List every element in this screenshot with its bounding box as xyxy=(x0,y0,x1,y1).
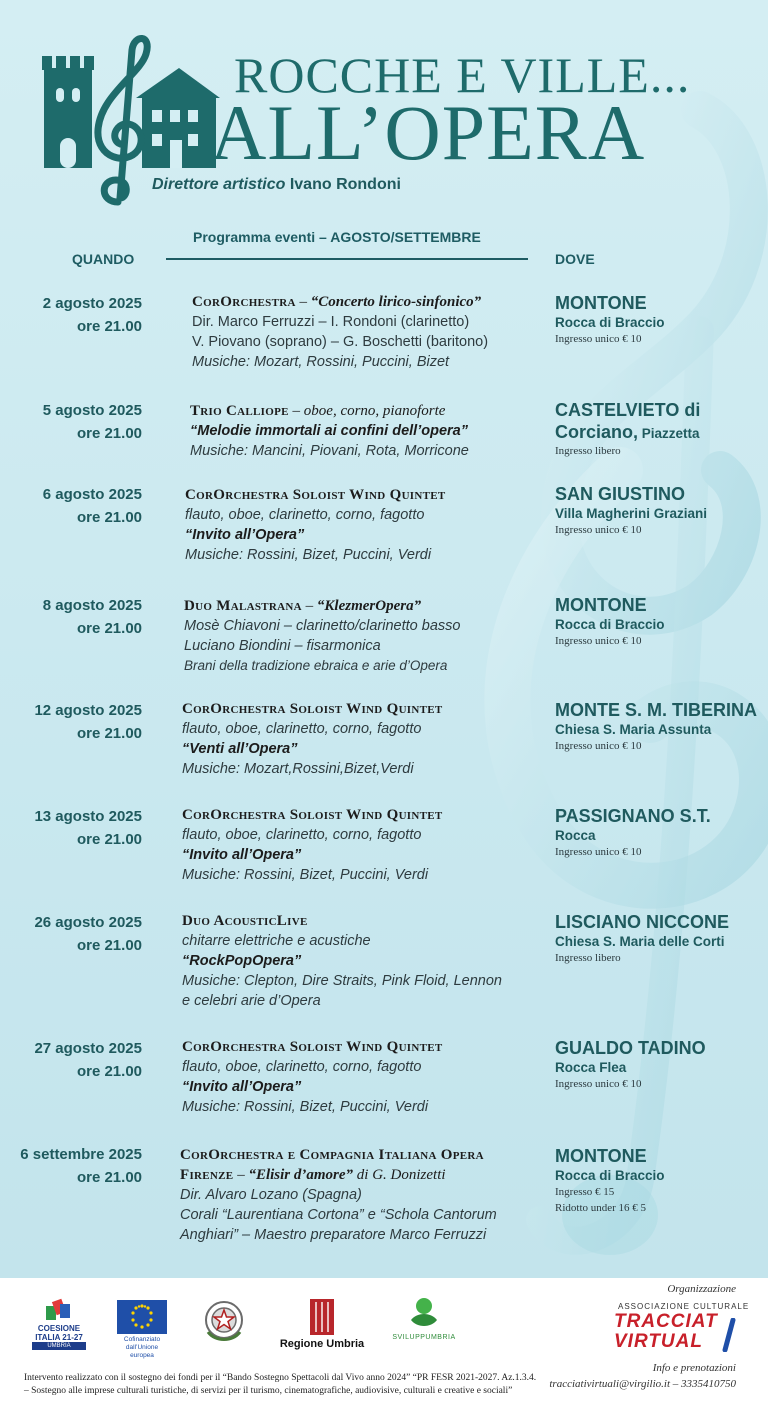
performer: Duo Malastrana xyxy=(184,598,302,614)
event-line: Dir. Alvaro Lozano (Spagna) xyxy=(180,1187,362,1203)
event-venue: Piazzetta xyxy=(638,426,700,441)
funding-note-line-1: Intervento realizzato con il sostegno dei fondi per il “Bando Sostegno Spettacoli dal Vivo anno 2024” “PR FESR 2021-2027. Az.1.3.4. xyxy=(24,1373,537,1383)
performer: CorOrchestra e Compagnia Italiana Opera xyxy=(180,1147,484,1163)
event-time: ore 21.00 xyxy=(76,1169,142,1186)
emblem-icon xyxy=(203,1298,245,1346)
performer: Trio Calliope xyxy=(190,403,289,419)
event-line: flauto, oboe, clarinetto, corno, fagotto xyxy=(182,721,422,737)
event-time: ore 21.00 xyxy=(76,725,142,742)
performer: CorOrchestra Soloist Wind Quintet xyxy=(182,807,443,823)
event-ticket: Ingresso unico € 10 xyxy=(555,740,642,752)
event-when xyxy=(20,1143,142,1189)
event-date: 6 agosto 2025 xyxy=(42,486,142,503)
artistic-director xyxy=(152,176,401,194)
event-city: MONTONE xyxy=(555,595,647,615)
event-ticket: Ingresso libero xyxy=(555,952,621,964)
funding-note xyxy=(24,1372,544,1398)
event-details xyxy=(190,401,469,461)
event-time: ore 21.00 xyxy=(76,509,142,526)
event-time: ore 21.00 xyxy=(76,831,142,848)
event-city: SAN GIUSTINO xyxy=(555,484,686,504)
event-where xyxy=(555,1145,665,1216)
eu-logo xyxy=(114,1300,170,1360)
event-details xyxy=(182,699,443,779)
composer: di G. Donizetti xyxy=(353,1167,446,1183)
info-label: Info e prenotazioni xyxy=(652,1362,736,1374)
event-details xyxy=(185,485,446,565)
event-title xyxy=(182,699,443,719)
association-label: ASSOCIAZIONE CULTURALE xyxy=(618,1302,750,1311)
event-where xyxy=(555,594,665,649)
regione-umbria-logo xyxy=(270,1298,374,1350)
event-when xyxy=(34,911,142,957)
city-name: Corciano, xyxy=(555,422,639,442)
organization-label: Organizzazione xyxy=(667,1283,736,1295)
event-city: GUALDO TADINO xyxy=(555,1038,706,1058)
event-line: flauto, oboe, clarinetto, corno, fagotto xyxy=(185,507,425,523)
event-line: flauto, oboe, clarinetto, corno, fagotto xyxy=(182,827,422,843)
tracciati-virtuali-logo xyxy=(614,1312,738,1352)
header-divider xyxy=(166,258,528,260)
event-when xyxy=(34,805,142,851)
footer xyxy=(0,1278,768,1426)
event-when xyxy=(43,594,142,640)
brush-stroke-icon xyxy=(722,1318,736,1352)
event-line: Musiche: Mancini, Piovani, Rota, Morricone xyxy=(190,443,469,459)
event-ticket: Ingresso unico € 10 xyxy=(555,1078,642,1090)
contact-info: tracciativirtuali@virgilio.it – 3335410750 xyxy=(549,1378,736,1390)
event-title xyxy=(192,292,488,312)
title-sep: – xyxy=(233,1167,249,1183)
event-details xyxy=(192,292,488,372)
event-date: 6 settembre 2025 xyxy=(20,1146,142,1163)
event-venue: Rocca di Braccio xyxy=(555,315,665,330)
event-city: PASSIGNANO S.T. xyxy=(555,806,711,826)
event-city-2 xyxy=(555,421,700,443)
event-venue: Chiesa S. Maria Assunta xyxy=(555,722,712,737)
concert-title: “Invito all’Opera” xyxy=(182,1079,302,1095)
coesione-italia-logo xyxy=(32,1296,86,1350)
coesione-l2: ITALIA 21-27 xyxy=(35,1333,83,1342)
event-date: 13 agosto 2025 xyxy=(34,808,142,825)
event-city: LISCIANO NICCONE xyxy=(555,912,730,932)
concert-title: “Venti all’Opera” xyxy=(182,741,298,757)
event-line: Luciano Biondini – fisarmonica xyxy=(184,638,381,654)
event-details xyxy=(180,1145,497,1245)
tv-line-1: TRACCIAT xyxy=(614,1311,718,1332)
event-when xyxy=(43,399,142,445)
event-line: Musiche: Mozart,Rossini,Bizet,Verdi xyxy=(182,761,414,777)
coesione-l1: COESIONE xyxy=(37,1324,81,1333)
tv-line-2: VIRTUAL xyxy=(614,1331,703,1352)
funding-note-line-2: – Sostegno alle imprese culturali turistiche, di servizi per il turismo, cinematografiche, audiovisive, culturali e creative e sociali” xyxy=(24,1386,513,1396)
concert-title: “Concerto lirico-sinfonico” xyxy=(310,294,482,310)
instruments: – oboe, corno, pianoforte xyxy=(288,403,446,419)
event-line: Musiche: Rossini, Bizet, Puccini, Verdi xyxy=(185,547,432,563)
event-line: V. Piovano (soprano) – G. Boschetti (baritono) xyxy=(192,334,489,350)
event-venue: Chiesa S. Maria delle Corti xyxy=(555,934,725,949)
event-date: 8 agosto 2025 xyxy=(42,597,142,614)
column-header-when: QUANDO xyxy=(72,251,135,267)
event-line: Mosè Chiavoni – clarinetto/clarinetto basso xyxy=(184,618,461,634)
event-line: Musiche: Clepton, Dire Straits, Pink Floid, Lennon xyxy=(182,973,502,989)
event-time: ore 21.00 xyxy=(76,620,142,637)
director-role: Direttore artistico xyxy=(152,176,286,193)
event-time: ore 21.00 xyxy=(76,425,142,442)
title-line-1: ROCCHE E VILLE... xyxy=(234,47,691,103)
title-sep: – xyxy=(295,294,311,310)
event-where xyxy=(555,399,700,459)
event-line: flauto, oboe, clarinetto, corno, fagotto xyxy=(182,1059,422,1075)
title-line-2: ALL’OPERA xyxy=(210,89,646,176)
event-title xyxy=(182,1037,443,1057)
event-details xyxy=(182,1037,443,1117)
event-line: e celebri arie d’Opera xyxy=(182,993,321,1009)
event-when xyxy=(34,1037,142,1083)
concert-title: “Invito all’Opera” xyxy=(185,527,305,543)
event-city: MONTE S. M. TIBERINA xyxy=(555,700,757,720)
concert-title: “RockPopOpera” xyxy=(182,953,302,969)
event-venue: Rocca di Braccio xyxy=(555,1168,665,1183)
event-venue: Rocca di Braccio xyxy=(555,617,665,632)
event-ticket: Ingresso unico € 10 xyxy=(555,635,642,647)
event-date: 26 agosto 2025 xyxy=(34,914,142,931)
italian-republic-emblem xyxy=(202,1298,246,1348)
event-title xyxy=(182,911,502,931)
event-line: Corali “Laurentiana Cortona” e “Schola Cantorum xyxy=(180,1207,497,1223)
sviluppumbria-icon xyxy=(407,1296,441,1332)
regione-umbria-icon xyxy=(309,1298,335,1336)
event-ticket: Ingresso unico € 10 xyxy=(555,333,642,345)
event-ticket: Ingresso libero xyxy=(555,445,621,457)
event-time: ore 21.00 xyxy=(76,318,142,335)
performer: CorOrchestra Soloist Wind Quintet xyxy=(185,487,446,503)
event-where xyxy=(555,699,757,754)
program-heading: Programma eventi – AGOSTO/SETTEMBRE xyxy=(193,229,481,245)
performer: CorOrchestra Soloist Wind Quintet xyxy=(182,701,443,717)
performer: CorOrchestra Soloist Wind Quintet xyxy=(182,1039,443,1055)
event-title xyxy=(180,1145,497,1165)
regione-umbria-label: Regione Umbria xyxy=(279,1338,365,1350)
performer: Duo AcousticLive xyxy=(182,913,308,929)
event-details xyxy=(184,596,460,676)
event-venue: Rocca Flea xyxy=(555,1060,627,1075)
event-line: Musiche: Rossini, Bizet, Puccini, Verdi xyxy=(182,867,429,883)
event-when xyxy=(43,483,142,529)
concert-title: “Melodie immortali ai confini dell’opera” xyxy=(190,423,468,439)
event-date: 5 agosto 2025 xyxy=(42,402,142,419)
eu-flag-icon xyxy=(117,1300,167,1334)
event-time: ore 21.00 xyxy=(76,937,142,954)
event-ticket: Ingresso unico € 10 xyxy=(555,524,642,536)
event-city: MONTONE xyxy=(555,293,647,313)
event-where xyxy=(555,483,707,538)
performer-city: Firenze xyxy=(180,1167,234,1183)
performer: CorOrchestra xyxy=(192,294,296,310)
event-city: CASTELVIETO di xyxy=(555,400,701,420)
event-venue: Rocca xyxy=(555,828,596,843)
director-name: Ivano Rondoni xyxy=(289,176,401,193)
eu-caption: Cofinanziato dall’Unione europea xyxy=(123,1336,161,1359)
event-ticket-reduced: Ridotto under 16 € 5 xyxy=(555,1202,647,1214)
event-ticket: Ingresso € 15 xyxy=(555,1186,615,1198)
concert-title: “Elisir d’amore” xyxy=(248,1167,354,1183)
event-title xyxy=(184,596,460,616)
event-where xyxy=(555,292,665,347)
sviluppumbria-logo xyxy=(388,1296,460,1341)
event-date: 12 agosto 2025 xyxy=(34,702,142,719)
event-line: Brani della tradizione ebraica e arie d’Opera xyxy=(184,658,448,673)
title-sep: – xyxy=(301,598,317,614)
sviluppumbria-label: SVILUPPUMBRIA xyxy=(392,1334,456,1341)
event-when xyxy=(34,699,142,745)
concert-title: “KlezmerOpera” xyxy=(316,598,422,614)
event-venue: Villa Magherini Graziani xyxy=(555,506,708,521)
column-header-where: DOVE xyxy=(555,251,595,267)
coesione-icon xyxy=(44,1296,74,1322)
event-date: 27 agosto 2025 xyxy=(34,1040,142,1057)
event-when xyxy=(43,292,142,338)
event-where xyxy=(555,1037,706,1092)
concert-title: “Invito all’Opera” xyxy=(182,847,302,863)
coesione-l3: UMBRIA xyxy=(32,1342,86,1350)
event-date: 2 agosto 2025 xyxy=(42,295,142,312)
event-title xyxy=(190,401,469,421)
event-title xyxy=(185,485,446,505)
event-city: MONTONE xyxy=(555,1146,647,1166)
event-time: ore 21.00 xyxy=(76,1063,142,1080)
event-ticket: Ingresso unico € 10 xyxy=(555,846,642,858)
event-line: Dir. Marco Ferruzzi – I. Rondoni (clarinetto) xyxy=(192,314,470,330)
event-details xyxy=(182,805,443,885)
event-line: Musiche: Rossini, Bizet, Puccini, Verdi xyxy=(182,1099,429,1115)
event-line: Musiche: Mozart, Rossini, Puccini, Bizet xyxy=(192,354,450,370)
event-where xyxy=(555,911,729,966)
event-title-2 xyxy=(180,1165,497,1185)
event-line: chitarre elettriche e acustiche xyxy=(182,933,371,949)
event-title xyxy=(182,805,443,825)
event-line: Anghiari” – Maestro preparatore Marco Ferruzzi xyxy=(180,1227,487,1243)
event-where xyxy=(555,805,711,860)
event-details xyxy=(182,911,502,1011)
